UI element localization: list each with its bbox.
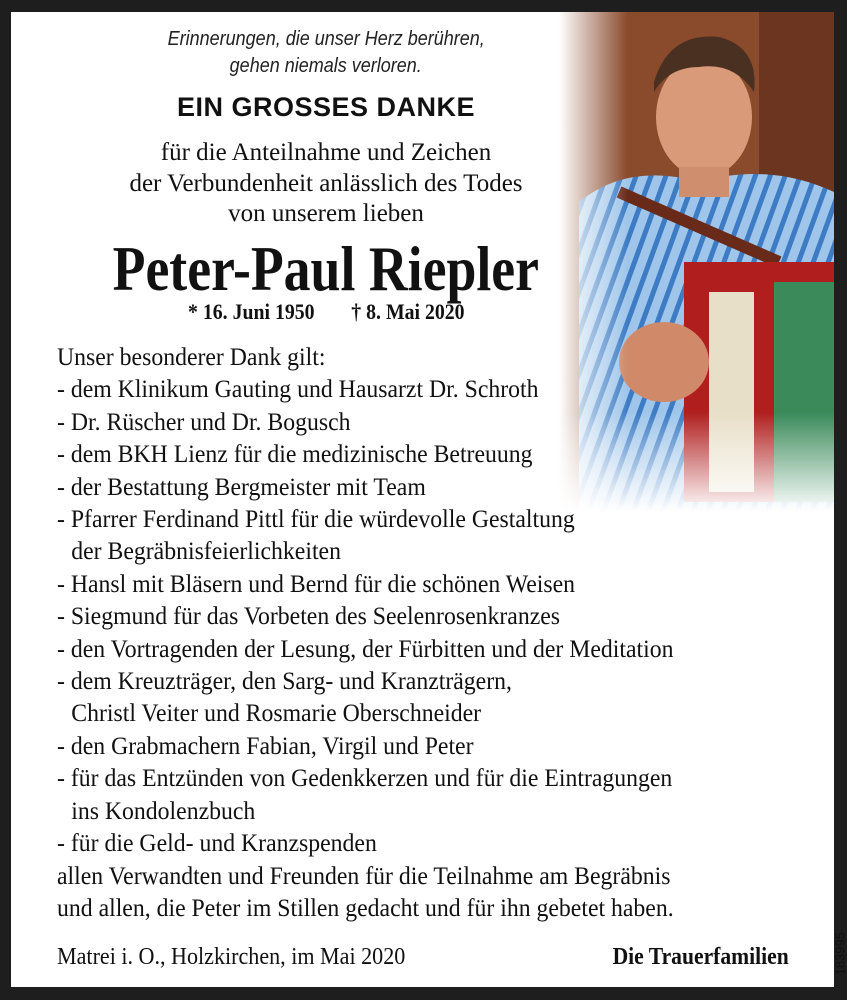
thanks-line: - Pfarrer Ferdinand Pittl für die würdevolle Gestaltung: [57, 506, 575, 534]
thanks-line: - Siegmund für das Vorbeten des Seelenrosenkranzes: [57, 603, 561, 631]
thanks-line: - dem BKH Lienz für die medizinische Betreuung: [57, 441, 533, 469]
thanks-line: - für das Entzünden von Gedenkkerzen und für die Eintragungen: [57, 765, 673, 793]
headline: EIN GROSSES DANKE: [176, 92, 476, 122]
thanks-line: ins Kondolenzbuch: [71, 797, 256, 825]
thanks-line: - für die Geld- und Kranzspenden: [57, 830, 377, 858]
motto: [11, 26, 641, 80]
thanks-line: - der Bestattung Bergmeister mit Team: [57, 473, 426, 501]
intro-line: von unserem lieben: [228, 200, 424, 227]
motto-line: Erinnerungen, die unser Herz berühren,: [167, 28, 485, 50]
name-text: Peter-Paul Riepler: [112, 233, 540, 304]
deceased-name: [11, 234, 641, 304]
life-dates: [11, 299, 641, 325]
place-date: Matrei i. O., Holzkirchen, im Mai 2020: [57, 944, 406, 970]
intro-line: der Verbundenheit anlässlich des Todes: [129, 169, 523, 197]
thanks-line: - Dr. Rüscher und Dr. Bogusch: [57, 408, 351, 436]
thanks-line: Christl Veiter und Rosmarie Oberschneider: [71, 700, 482, 728]
thanks-line: - den Vortragenden der Lesung, der Fürbitten und der Meditation: [57, 635, 674, 663]
thanks-list: [57, 342, 706, 925]
birth-date: * 16. Juni 1950: [187, 299, 315, 324]
thanks-line: Unser besonderer Dank gilt:: [57, 344, 326, 371]
death-date: † 8. Mai 2020: [351, 299, 465, 324]
signature: Die Trauerfamilien: [612, 944, 789, 970]
thanks-line: - dem Klinikum Gauting und Hausarzt Dr. Schroth: [57, 376, 539, 404]
thanks-line: und allen, die Peter im Stillen gedacht und für ihn gebetet haben.: [57, 894, 674, 922]
intro-text: [11, 138, 641, 230]
thanks-line: allen Verwandten und Freunden für die Teilnahme am Begräbnis: [57, 862, 671, 890]
thanks-line: der Begräbnisfeierlichkeiten: [71, 538, 341, 566]
ad-code: 183995: [832, 932, 847, 976]
thanks-line: - den Grabmachern Fabian, Virgil und Peter: [57, 732, 474, 760]
intro-line: für die Anteilnahme und Zeichen: [160, 139, 492, 166]
motto-line: gehen niemals verloren.: [229, 55, 423, 77]
thanks-line: - Hansl mit Bläsern und Bernd für die schönen Weisen: [57, 570, 576, 598]
thanks-line: - dem Kreuzträger, den Sarg- und Kranzträgern,: [57, 668, 512, 696]
obituary-notice: [11, 12, 847, 987]
